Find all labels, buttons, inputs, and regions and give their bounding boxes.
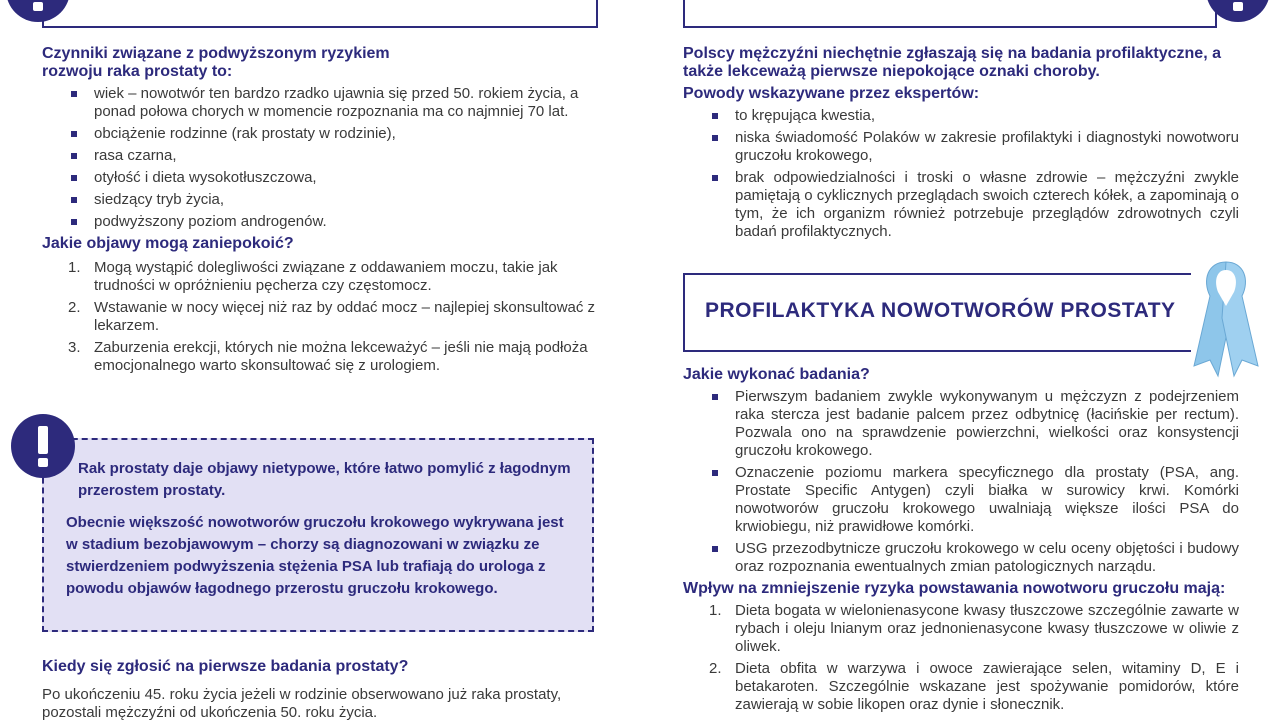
list-item: USG przezodbytnicze gruczołu krokowego w celu oceny objętości i budowy oraz rozpoznania ewentualnych zmian patologicznych narządu. bbox=[683, 540, 1239, 576]
list-item: siedzący tryb życia, bbox=[42, 191, 598, 209]
list-item: otyłość i dieta wysokotłuszczowa, bbox=[42, 169, 598, 187]
impact-heading: Wpływ na zmniejszenie ryzyka powstawania nowotworu gruczołu mają: bbox=[683, 580, 1226, 597]
right-header-box bbox=[683, 0, 1217, 28]
left-column bbox=[42, 45, 598, 379]
left-header-box bbox=[42, 0, 598, 28]
list-item: 2. Wstawanie w nocy więcej niż raz by oddać mocz – najlepiej skonsultować z lekarzem. bbox=[68, 299, 596, 334]
right-lower-column bbox=[683, 366, 1239, 718]
risk-heading-line-2: rozwoju raka prostaty to: bbox=[42, 63, 233, 80]
left-bottom-section bbox=[42, 658, 598, 722]
exclamation-circle-icon bbox=[11, 414, 75, 478]
callout-body-text: Obecnie większość nowotworów gruczołu krokowego wykrywana jest w stadium bezobjawowym – chorzy są diagnozowani w związku ze stwierdzeniem podwyższenia stężenia PSA lub trafiają do urologa z powodu objawów łagodnego przerostu gruczołu krokowego. bbox=[66, 514, 564, 597]
when-heading: Kiedy się zgłosić na pierwsze badania prostaty? bbox=[42, 658, 409, 675]
list-item: obciążenie rodzinne (rak prostaty w rodzinie), bbox=[42, 125, 598, 143]
reasons-heading: Powody wskazywane przez ekspertów: bbox=[683, 85, 980, 102]
reasons-list bbox=[683, 107, 1239, 241]
list-item: to krępująca kwestia, bbox=[683, 107, 1239, 125]
tests-heading: Jakie wykonać badania? bbox=[683, 366, 870, 383]
symptoms-list bbox=[42, 259, 598, 375]
awareness-ribbon-icon bbox=[1180, 256, 1272, 378]
list-item: rasa czarna, bbox=[42, 147, 598, 165]
right-column bbox=[683, 45, 1239, 245]
section-banner bbox=[683, 273, 1191, 352]
symptoms-heading: Jakie objawy mogą zaniepokoić? bbox=[42, 235, 294, 252]
list-item: 1. Mogą wystąpić dolegliwości związane z oddawaniem moczu, takie jak trudności w opróżnieniu pęcherza czy częstomocz. bbox=[68, 259, 558, 294]
callout-lead-text: Rak prostaty daje objawy nietypowe, które łatwo pomylić z łagodnym przerostem prostaty. bbox=[78, 460, 571, 499]
when-text: Po ukończeniu 45. roku życia jeżeli w rodzinie obserwowano już raka prostaty, pozostali mężczyźni od ukończenia 50. roku życia. bbox=[42, 686, 562, 721]
list-item: 2. Dieta obfita w warzywa i owoce zawierające selen, witaminy D, E i betakaroten. Szczególnie wskazane jest spożywanie pomidorów, które zawierają w sobie likopen oraz dynie i słonecznik. bbox=[709, 660, 1239, 713]
list-item: Oznaczenie poziomu markera specyficznego dla prostaty (PSA, ang. Prostate Specific Antygen) czyli białka w surowicy krwi. Komórki nowotworów gruczołu krokowego uwalniają większe ilości PSA do krwiobiegu, niż prawidłowe komórki. bbox=[683, 464, 1239, 536]
risk-heading-line-1: Czynniki związane z podwyższonym ryzykiem bbox=[42, 45, 390, 62]
intro-text: Polscy mężczyźni niechętnie zgłaszają się na badania profilaktyczne, a także lekceważą pierwsze niepokojące oznaki choroby. bbox=[683, 45, 1221, 80]
list-item: Pierwszym badaniem zwykle wykonywanym u mężczyzn z podejrzeniem raka stercza jest badanie palcem przez odbytnicę (łacińskie per rectum). Pozwala ono na sprawdzenie powierzchni, wielkości oraz konsystencji gruczołu krokowego. bbox=[683, 388, 1239, 460]
risk-list bbox=[42, 85, 598, 231]
impact-list bbox=[683, 602, 1239, 714]
tests-list bbox=[683, 388, 1239, 576]
list-item: brak odpowiedzialności i troski o własne zdrowie – mężczyźni zwykle pamiętają o cyklicznych przeglądach swoich czterech kółek, a zapominają o tym, że ich organizm również potrzebuje przeglądów zdrowotnych czyli badań profilaktycznych. bbox=[683, 169, 1239, 241]
list-item: podwyższony poziom androgenów. bbox=[42, 213, 598, 231]
list-item: 1. Dieta bogata w wielonienasycone kwasy tłuszczowe szczególnie zawarte w rybach i oleju lnianym oraz jednonienasycone kwasy tłuszczowe w oliwie z oliwek. bbox=[709, 602, 1239, 655]
info-callout-box bbox=[42, 438, 594, 632]
list-item: niska świadomość Polaków w zakresie profilaktyki i diagnostyki nowotworu gruczołu krokowego, bbox=[683, 129, 1239, 165]
list-item: wiek – nowotwór ten bardzo rzadko ujawnia się przed 50. rokiem życia, a ponad połowa chorych w momencie rozpoznania ma co najmniej 70 lat. bbox=[42, 85, 598, 121]
list-item: 3. Zaburzenia erekcji, których nie można lekceważyć – jeśli nie mają podłoża emocjonalnego warto skonsultować się z urologiem. bbox=[68, 339, 588, 374]
banner-title: PROFILAKTYKA NOWOTWORÓW PROSTATY bbox=[705, 299, 1176, 322]
